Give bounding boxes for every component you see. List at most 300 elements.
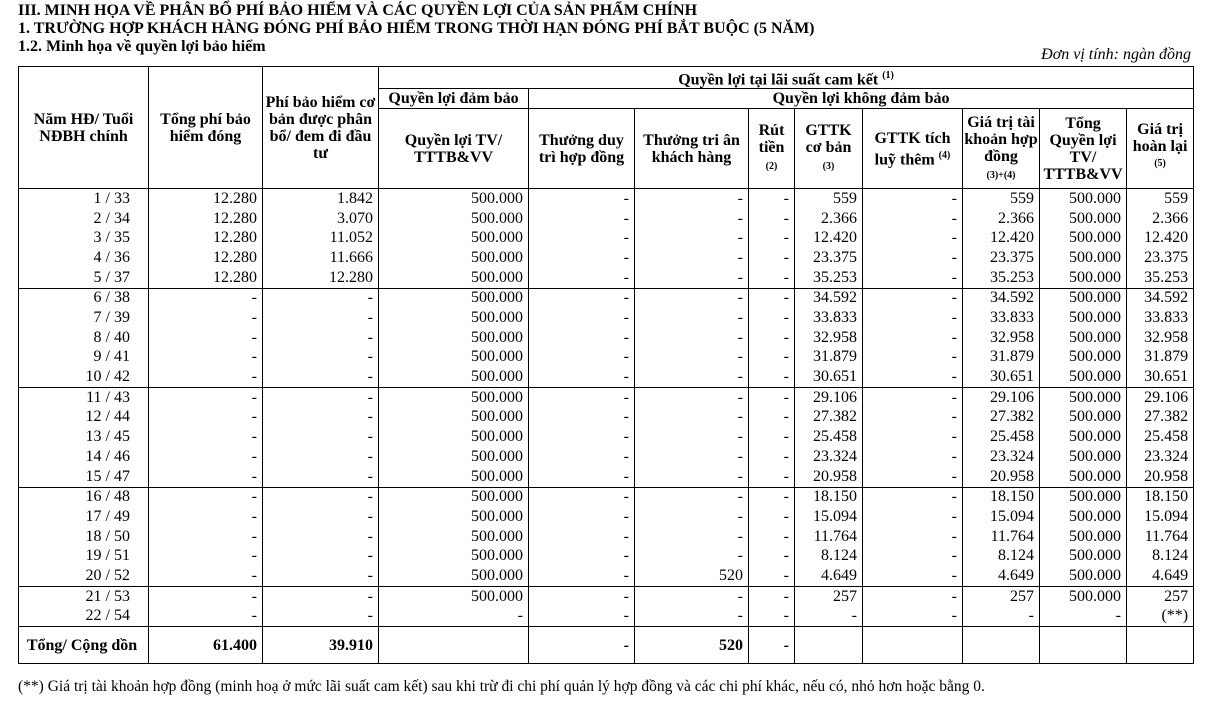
table-row <box>19 408 1194 428</box>
table-cell: 11.764 <box>1127 527 1194 547</box>
table-row <box>19 428 1194 448</box>
table-cell: 500.000 <box>1040 487 1127 507</box>
table-cell: 32.958 <box>795 328 863 348</box>
table-row <box>19 507 1194 527</box>
table-cell: 18.150 <box>795 487 863 507</box>
table-cell: 25.458 <box>1127 428 1194 448</box>
table-cell: 500.000 <box>379 487 529 507</box>
table-cell: 29.106 <box>795 388 863 408</box>
table-cell: - <box>795 607 863 627</box>
table-cell: - <box>863 209 963 229</box>
table-cell: 16 / 48 <box>19 487 149 507</box>
table-cell: - <box>749 248 795 268</box>
table-cell: - <box>635 408 749 428</box>
table-row <box>19 268 1194 288</box>
table-cell: - <box>863 229 963 249</box>
table-cell: - <box>149 507 263 527</box>
table-cell: - <box>863 288 963 308</box>
table-cell: 20.958 <box>1127 467 1194 487</box>
total-cell: - <box>749 627 795 664</box>
table-cell: - <box>863 308 963 328</box>
table-cell: 10 / 42 <box>19 368 149 388</box>
table-cell: - <box>635 487 749 507</box>
table-cell: - <box>149 527 263 547</box>
table-cell: 12.280 <box>149 209 263 229</box>
table-cell: - <box>863 388 963 408</box>
table-cell: - <box>749 288 795 308</box>
table-cell: 500.000 <box>379 428 529 448</box>
table-cell: 12.280 <box>149 268 263 288</box>
table-cell: - <box>863 467 963 487</box>
table-cell: 35.253 <box>963 268 1040 288</box>
table-cell: 11 / 43 <box>19 388 149 408</box>
table-cell: 559 <box>795 189 863 209</box>
total-cell: 520 <box>635 627 749 664</box>
table-cell: 31.879 <box>963 348 1040 368</box>
table-cell: - <box>749 388 795 408</box>
table-cell: - <box>635 447 749 467</box>
table-cell: - <box>529 566 635 586</box>
table-cell: 500.000 <box>379 348 529 368</box>
table-cell: - <box>529 268 635 288</box>
table-cell: 32.958 <box>963 328 1040 348</box>
table-cell: - <box>749 447 795 467</box>
table-cell: 500.000 <box>1040 348 1127 368</box>
table-cell: - <box>749 408 795 428</box>
table-cell: 4.649 <box>963 566 1040 586</box>
subsection-heading: 1.2. Minh họa về quyền lợi bảo hiểm <box>18 38 266 55</box>
table-cell: 6 / 38 <box>19 288 149 308</box>
table-cell: 500.000 <box>379 547 529 567</box>
table-cell: - <box>863 487 963 507</box>
table-cell: 257 <box>795 587 863 607</box>
table-cell: - <box>149 566 263 586</box>
table-row <box>19 189 1194 209</box>
table-cell: 12 / 44 <box>19 408 149 428</box>
table-cell: - <box>379 607 529 627</box>
table-cell: 2.366 <box>795 209 863 229</box>
table-cell: 500.000 <box>1040 268 1127 288</box>
table-cell: 500.000 <box>1040 467 1127 487</box>
table-cell: - <box>863 248 963 268</box>
table-cell: 8.124 <box>963 547 1040 567</box>
table-cell: - <box>749 487 795 507</box>
header-guaranteed-group: Quyền lợi đảm bảo <box>379 89 529 109</box>
table-cell: - <box>529 447 635 467</box>
table-cell: 2.366 <box>1127 209 1194 229</box>
benefit-illustration-table <box>18 66 1194 664</box>
table-cell: 12.280 <box>263 268 379 288</box>
table-cell: 500.000 <box>1040 566 1127 586</box>
table-cell: - <box>263 566 379 586</box>
unit-label: Đơn vị tính: ngàn đồng <box>1041 46 1191 63</box>
table-cell: 12.420 <box>963 229 1040 249</box>
table-cell: 8.124 <box>1127 547 1194 567</box>
table-cell: - <box>635 209 749 229</box>
table-cell: 500.000 <box>379 189 529 209</box>
footnote: (**) Giá trị tài khoản hợp đồng (minh hoạ ở mức lãi suất cam kết) sau khi trừ đi chi phí quản lý hợp đồng và các chi phí khác, nếu có, nhỏ hơn hoặc bằng 0. <box>18 678 985 695</box>
table-cell: - <box>149 587 263 607</box>
table-cell: 559 <box>1127 189 1194 209</box>
table-cell: 17 / 49 <box>19 507 149 527</box>
table-cell: - <box>263 527 379 547</box>
table-cell: - <box>149 408 263 428</box>
table-cell: 33.833 <box>1127 308 1194 328</box>
table-cell: 20 / 52 <box>19 566 149 586</box>
table-cell: 12.420 <box>1127 229 1194 249</box>
section-heading: III. MINH HỌA VỀ PHÂN BỔ PHÍ BẢO HIỂM VÀ CÁC QUYỀN LỢI CỦA SẢN PHẨM CHÍNH <box>18 2 698 19</box>
total-cell <box>1040 627 1127 664</box>
header-basic-account: GTTK cơ bản (3) <box>795 109 863 189</box>
total-cell: 61.400 <box>149 627 263 664</box>
header-basic-premium: Phí bảo hiểm cơ bản được phân bổ/ đem đi đầu tư <box>263 67 379 189</box>
table-cell: - <box>529 229 635 249</box>
table-cell: - <box>635 308 749 328</box>
table-cell: - <box>149 348 263 368</box>
table-cell: 500.000 <box>379 467 529 487</box>
total-cell <box>863 627 963 664</box>
table-cell: - <box>635 368 749 388</box>
table-cell: - <box>529 428 635 448</box>
table-cell: - <box>749 428 795 448</box>
table-cell: - <box>749 507 795 527</box>
table-cell: 500.000 <box>1040 308 1127 328</box>
table-row <box>19 566 1194 586</box>
table-cell: 23.375 <box>1127 248 1194 268</box>
table-cell: - <box>749 308 795 328</box>
table-cell: 22 / 54 <box>19 607 149 627</box>
table-cell: - <box>863 507 963 527</box>
table-cell: 30.651 <box>795 368 863 388</box>
table-cell: 2.366 <box>963 209 1040 229</box>
table-cell: - <box>529 248 635 268</box>
table-cell: - <box>863 408 963 428</box>
table-cell: 31.879 <box>1127 348 1194 368</box>
table-cell: - <box>529 189 635 209</box>
table-cell: 18.150 <box>1127 487 1194 507</box>
table-row <box>19 587 1194 607</box>
table-cell: - <box>529 547 635 567</box>
table-cell: 15.094 <box>963 507 1040 527</box>
table-cell: 20.958 <box>963 467 1040 487</box>
table-row <box>19 288 1194 308</box>
table-cell: 18 / 50 <box>19 527 149 547</box>
table-row <box>19 248 1194 268</box>
table-cell: - <box>149 607 263 627</box>
table-cell: - <box>529 288 635 308</box>
table-cell: 19 / 51 <box>19 547 149 567</box>
table-cell: 33.833 <box>963 308 1040 328</box>
table-cell: - <box>263 487 379 507</box>
table-cell: 7 / 39 <box>19 308 149 328</box>
table-cell: - <box>863 368 963 388</box>
table-cell: 500.000 <box>379 209 529 229</box>
table-cell: - <box>263 607 379 627</box>
table-cell: - <box>863 566 963 586</box>
table-cell: - <box>749 368 795 388</box>
table-row <box>19 547 1194 567</box>
table-cell: 1 / 33 <box>19 189 149 209</box>
table-cell: - <box>263 547 379 567</box>
table-cell: 500.000 <box>379 566 529 586</box>
table-cell: - <box>749 527 795 547</box>
table-cell: 34.592 <box>1127 288 1194 308</box>
table-cell: 30.651 <box>1127 368 1194 388</box>
table-cell: 18.150 <box>963 487 1040 507</box>
table-cell: - <box>863 328 963 348</box>
total-row <box>19 627 1194 664</box>
table-cell: - <box>749 268 795 288</box>
table-cell: 35.253 <box>1127 268 1194 288</box>
table-cell: - <box>529 348 635 368</box>
table-cell: 25.458 <box>795 428 863 448</box>
table-row <box>19 368 1194 388</box>
table-cell: 15.094 <box>1127 507 1194 527</box>
table-cell: 14 / 46 <box>19 447 149 467</box>
table-cell: 11.764 <box>963 527 1040 547</box>
header-contract-account: Giá trị tài khoản hợp đồng (3)+(4) <box>963 109 1040 189</box>
table-cell: 11.052 <box>263 229 379 249</box>
table-cell: - <box>863 428 963 448</box>
table-cell: - <box>863 607 963 627</box>
table-cell: - <box>635 388 749 408</box>
table-cell: - <box>529 527 635 547</box>
table-cell: - <box>529 607 635 627</box>
table-row <box>19 229 1194 249</box>
table-cell: 257 <box>1127 587 1194 607</box>
table-cell: - <box>749 587 795 607</box>
table-cell: - <box>263 348 379 368</box>
table-cell: 500.000 <box>1040 587 1127 607</box>
table-cell: 15 / 47 <box>19 467 149 487</box>
table-cell: - <box>529 587 635 607</box>
table-cell: - <box>149 547 263 567</box>
header-year-age: Năm HĐ/ Tuổi NĐBH chính <box>19 67 149 189</box>
table-cell: - <box>749 547 795 567</box>
table-cell: 500.000 <box>1040 507 1127 527</box>
table-cell: - <box>529 487 635 507</box>
table-cell: - <box>529 308 635 328</box>
table-cell: 4.649 <box>1127 566 1194 586</box>
table-row <box>19 527 1194 547</box>
table-cell: 500.000 <box>379 587 529 607</box>
table-cell: 27.382 <box>795 408 863 428</box>
table-cell: - <box>263 507 379 527</box>
table-cell: 500.000 <box>379 388 529 408</box>
table-cell: - <box>263 587 379 607</box>
table-cell: - <box>749 328 795 348</box>
table-cell: 559 <box>963 189 1040 209</box>
table-cell: - <box>749 607 795 627</box>
table-cell: - <box>149 487 263 507</box>
table-cell: - <box>149 288 263 308</box>
table-cell: - <box>863 268 963 288</box>
table-cell: - <box>263 467 379 487</box>
table-cell: - <box>749 229 795 249</box>
table-cell: - <box>263 408 379 428</box>
table-cell: 12.280 <box>149 229 263 249</box>
table-cell: - <box>529 507 635 527</box>
total-cell <box>1127 627 1194 664</box>
table-cell: 520 <box>635 566 749 586</box>
table-cell: 12.280 <box>149 189 263 209</box>
header-loyalty-bonus: Thưởng tri ân khách hàng <box>635 109 749 189</box>
table-cell: 23.324 <box>795 447 863 467</box>
table-cell: 34.592 <box>963 288 1040 308</box>
table-cell: - <box>1040 607 1127 627</box>
header-death-benefit: Quyền lợi TV/ TTTB&VV <box>379 109 529 189</box>
table-cell: 27.382 <box>963 408 1040 428</box>
table-cell: - <box>263 388 379 408</box>
table-row <box>19 328 1194 348</box>
table-cell: 500.000 <box>1040 209 1127 229</box>
table-cell: - <box>635 547 749 567</box>
table-cell: 500.000 <box>379 308 529 328</box>
table-cell: 13 / 45 <box>19 428 149 448</box>
table-cell: (**) <box>1127 607 1194 627</box>
table-cell: 15.094 <box>795 507 863 527</box>
table-cell: - <box>749 189 795 209</box>
total-label: Tổng/ Cộng dồn <box>19 627 149 664</box>
table-cell: - <box>149 368 263 388</box>
table-cell: 12.420 <box>795 229 863 249</box>
header-withdrawal: Rút tiền (2) <box>749 109 795 189</box>
table-cell: 35.253 <box>795 268 863 288</box>
table-cell: 500.000 <box>1040 408 1127 428</box>
table-cell: - <box>263 447 379 467</box>
table-cell: 8.124 <box>795 547 863 567</box>
table-cell: - <box>635 288 749 308</box>
table-cell: - <box>635 428 749 448</box>
table-cell: 500.000 <box>1040 447 1127 467</box>
table-cell: 500.000 <box>1040 229 1127 249</box>
table-cell: 500.000 <box>379 268 529 288</box>
table-cell: 11.764 <box>795 527 863 547</box>
total-cell <box>963 627 1040 664</box>
header-total-death-benefit: Tổng Quyền lợi TV/ TTTB&VV <box>1040 109 1127 189</box>
table-cell: - <box>863 348 963 368</box>
table-cell: 500.000 <box>1040 368 1127 388</box>
table-cell: - <box>749 566 795 586</box>
table-cell: 1.842 <box>263 189 379 209</box>
table-cell: 500.000 <box>1040 248 1127 268</box>
header-non-guaranteed-group: Quyền lợi không đảm bảo <box>529 89 1194 109</box>
table-row <box>19 308 1194 328</box>
table-cell: 33.833 <box>795 308 863 328</box>
table-cell: 11.666 <box>263 248 379 268</box>
table-cell: 12.280 <box>149 248 263 268</box>
table-cell: - <box>635 189 749 209</box>
table-cell: 32.958 <box>1127 328 1194 348</box>
table-cell: 500.000 <box>1040 428 1127 448</box>
table-cell: 500.000 <box>379 368 529 388</box>
table-cell: 2 / 34 <box>19 209 149 229</box>
table-cell: 4.649 <box>795 566 863 586</box>
table-cell: 5 / 37 <box>19 268 149 288</box>
table-cell: - <box>149 447 263 467</box>
table-cell: - <box>263 288 379 308</box>
table-cell: - <box>149 467 263 487</box>
table-row <box>19 487 1194 507</box>
table-cell: 34.592 <box>795 288 863 308</box>
table-cell: 500.000 <box>379 408 529 428</box>
table-cell: - <box>635 328 749 348</box>
table-cell: 27.382 <box>1127 408 1194 428</box>
table-cell: 500.000 <box>1040 288 1127 308</box>
total-cell: - <box>529 627 635 664</box>
table-cell: 9 / 41 <box>19 348 149 368</box>
table-cell: - <box>635 507 749 527</box>
total-cell: 39.910 <box>263 627 379 664</box>
table-cell: 500.000 <box>379 288 529 308</box>
table-cell: 31.879 <box>795 348 863 368</box>
table-cell: - <box>263 368 379 388</box>
table-row <box>19 348 1194 368</box>
table-cell: - <box>863 189 963 209</box>
header-topup-account: GTTK tích luỹ thêm $^{(4)}$ <box>863 109 963 189</box>
table-cell: 500.000 <box>1040 189 1127 209</box>
table-body <box>19 189 1194 664</box>
table-cell: 500.000 <box>1040 547 1127 567</box>
table-cell: 30.651 <box>963 368 1040 388</box>
total-cell <box>795 627 863 664</box>
table-cell: - <box>863 587 963 607</box>
table-cell: - <box>529 408 635 428</box>
table-cell: - <box>263 428 379 448</box>
table-cell: - <box>635 248 749 268</box>
table-cell: - <box>863 527 963 547</box>
table-cell: - <box>635 587 749 607</box>
header-total-premium: Tổng phí bảo hiểm đóng <box>149 67 263 189</box>
table-cell: - <box>635 607 749 627</box>
table-cell: - <box>749 467 795 487</box>
table-cell: 21 / 53 <box>19 587 149 607</box>
table-cell: - <box>149 388 263 408</box>
table-cell: - <box>863 447 963 467</box>
table-cell: - <box>263 308 379 328</box>
table-cell: 20.958 <box>795 467 863 487</box>
table-cell: 8 / 40 <box>19 328 149 348</box>
table-cell: - <box>635 229 749 249</box>
table-cell: - <box>149 428 263 448</box>
table-cell: 500.000 <box>379 248 529 268</box>
table-header <box>19 67 1194 189</box>
table-row <box>19 388 1194 408</box>
table-cell: 29.106 <box>963 388 1040 408</box>
table-cell: - <box>529 368 635 388</box>
table-cell: - <box>529 388 635 408</box>
table-row <box>19 607 1194 627</box>
header-committed-group: Quyền lợi tại lãi suất cam kết $^{(1)}$ <box>379 67 1194 89</box>
table-cell: 500.000 <box>379 229 529 249</box>
table-cell: - <box>749 348 795 368</box>
table-row <box>19 447 1194 467</box>
table-row <box>19 467 1194 487</box>
table-cell: 257 <box>963 587 1040 607</box>
table-cell: - <box>529 467 635 487</box>
table-cell: 3.070 <box>263 209 379 229</box>
table-cell: 500.000 <box>1040 328 1127 348</box>
table-cell: 4 / 36 <box>19 248 149 268</box>
table-row <box>19 209 1194 229</box>
table-cell: - <box>529 209 635 229</box>
table-cell: - <box>529 328 635 348</box>
table-cell: - <box>149 328 263 348</box>
header-maintenance-bonus: Thưởng duy trì hợp đồng <box>529 109 635 189</box>
table-cell: 500.000 <box>379 507 529 527</box>
table-cell: 500.000 <box>1040 527 1127 547</box>
table-cell: 25.458 <box>963 428 1040 448</box>
